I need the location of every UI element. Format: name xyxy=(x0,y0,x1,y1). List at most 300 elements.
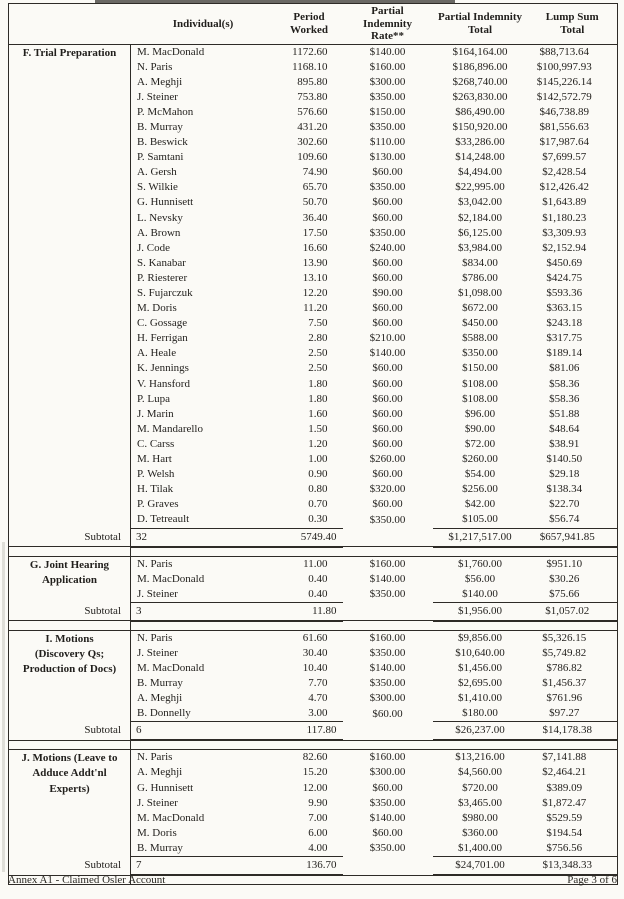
subtotal-count-cell: 6 xyxy=(131,722,276,741)
fee-cell-individual: M. Mandarello xyxy=(137,422,203,435)
fee-cell-period: 15.20 xyxy=(302,766,328,779)
subtotal-row xyxy=(9,602,618,621)
table-body xyxy=(9,44,618,885)
fee-cell-period: 1.20 xyxy=(308,437,328,450)
subtotal-lump-cell: $657,941.85 xyxy=(528,528,618,547)
fee-cell-individual: J. Steiner xyxy=(137,796,178,809)
fee-cell-individual: M. MacDonald xyxy=(137,661,205,674)
fee-cell-period: 10.40 xyxy=(302,661,328,674)
fee-cell-rate: $150.00 xyxy=(369,105,406,118)
fee-cell-lump: $194.54 xyxy=(546,826,583,839)
fee-cell-lump: $317.75 xyxy=(546,332,583,345)
fee-cell-total: $3,465.00 xyxy=(458,796,502,809)
fee-cell-rate: $60.00 xyxy=(372,392,403,405)
spacer-cell xyxy=(528,547,618,557)
fee-cell-individual: A. Meghji xyxy=(137,75,183,88)
fee-cell-period: 4.00 xyxy=(308,841,328,854)
fee-cell-total: $1,456.00 xyxy=(458,661,502,674)
fee-cell-individual: C. Gossage xyxy=(137,317,188,330)
fee-cell-individual: J. Steiner xyxy=(137,587,178,600)
fee-cell-lump: $56.74 xyxy=(549,513,580,526)
fee-cell-individual: M. MacDonald xyxy=(137,572,205,585)
fee-cell-rate: $350.00 xyxy=(369,646,406,659)
fee-cell-rate: $110.00 xyxy=(369,136,406,149)
fee-cell-rate: $140.00 xyxy=(369,661,406,674)
fee-cell-total: $256.00 xyxy=(462,483,498,496)
fee-cell-rate: $60.00 xyxy=(372,271,403,284)
fee-cell-total: $42.00 xyxy=(464,498,496,511)
fee-cell-rate: $60.00 xyxy=(372,256,403,269)
page-footer xyxy=(8,874,617,886)
fee-cell-rate: $60.00 xyxy=(372,317,403,330)
fee-cell-lump: $529.59 xyxy=(546,811,583,824)
spacer-cell xyxy=(528,621,618,631)
spacer-cell xyxy=(343,621,433,631)
section-label-line: J. Motions (Leave to xyxy=(21,752,118,765)
fee-cell-rate: $300.00 xyxy=(369,766,406,779)
fee-cell-total: $3,984.00 xyxy=(458,241,502,254)
footer-annex-label: Annex A1 - Claimed Osler Account xyxy=(8,874,166,886)
section-spacer xyxy=(9,621,618,631)
fee-cell-rate: $60.00 xyxy=(372,781,403,794)
partial-indemnity-rate-column-header: Partial Indemnity Rate** xyxy=(343,4,433,45)
fee-cell-individual: G. Hunnisett xyxy=(137,781,194,794)
fee-cell-period: 16.60 xyxy=(302,241,328,254)
spacer-cell xyxy=(528,740,618,750)
fee-cell-lump: $761.96 xyxy=(546,692,583,705)
fee-cell-period: 0.80 xyxy=(308,483,328,496)
fee-cell-rate: $160.00 xyxy=(369,60,406,73)
subtotal-row xyxy=(9,857,618,876)
fee-cell-total: $72.00 xyxy=(464,437,496,450)
subtotal-row xyxy=(9,722,618,741)
fee-cell-individual: B. Beswick xyxy=(137,136,188,149)
fee-cell-individual: A. Gersh xyxy=(137,166,177,179)
fee-cell-lump: $29.18 xyxy=(549,468,580,481)
fee-cell-rate: $140.00 xyxy=(369,572,406,585)
fee-cell-lump: $22.70 xyxy=(549,498,580,511)
spacer-cell xyxy=(433,740,528,750)
fee-cell-rate: $90.00 xyxy=(372,287,403,299)
section-label-line: Adduce Addt'nl xyxy=(32,767,107,780)
fee-cell-rate: $160.00 xyxy=(369,557,406,570)
section-spacer xyxy=(9,740,618,750)
fee-cell-period: 7.70 xyxy=(308,677,328,690)
fee-cell-total: $2,695.00 xyxy=(458,677,502,690)
fee-cell-total: $140.00 xyxy=(462,587,498,600)
subtotal-total-cell: $26,237.00 xyxy=(433,722,528,741)
section-label-line: Experts) xyxy=(49,782,90,795)
fee-cell-individual: N. Paris xyxy=(137,631,173,644)
fee-cell-lump: $81.06 xyxy=(549,362,580,375)
fee-cell-total: $834.00 xyxy=(462,256,498,269)
fee-cell-individual: C. Carss xyxy=(137,437,175,450)
fee-cell-rate: $350.00 xyxy=(369,120,406,133)
fee-cell-lump: $88,713.64 xyxy=(539,45,589,58)
fee-cell-individual: S. Fujarczuk xyxy=(137,287,193,299)
fee-cell-rate: $300.00 xyxy=(369,692,406,705)
fee-cell-rate: $60.00 xyxy=(372,166,403,179)
fee-cell-individual: A. Heale xyxy=(137,347,177,360)
fee-cell-rate: $350.00 xyxy=(369,90,406,103)
fee-cell-total: $588.00 xyxy=(462,332,498,345)
fee-cell-rate: $60.00 xyxy=(372,422,403,435)
subtotal-count-cell: 32 xyxy=(131,528,276,547)
fee-cell-total: $4,560.00 xyxy=(458,766,502,779)
fee-cell-total: $108.00 xyxy=(462,377,498,390)
section-label xyxy=(9,750,131,857)
fee-cell-rate: $350.00 xyxy=(369,181,406,194)
fee-cell-lump: $593.36 xyxy=(546,287,583,299)
table-row xyxy=(9,630,618,646)
fee-cell-period: 6.00 xyxy=(308,826,328,839)
fee-cell-rate: $60.00 xyxy=(372,377,403,390)
fee-cell-period: 0.90 xyxy=(308,468,328,481)
subtotal-total-cell: $24,701.00 xyxy=(433,857,528,876)
spacer-cell xyxy=(9,621,131,631)
fee-cell-rate: $350.00 xyxy=(369,842,406,855)
fee-cell-period: 11.20 xyxy=(303,302,328,315)
fee-cell-period: 1.80 xyxy=(308,392,328,405)
section-label-line: I. Motions xyxy=(45,632,94,645)
fee-cell-lump: $30.26 xyxy=(549,572,580,585)
fee-cell-lump: $1,872.47 xyxy=(542,796,587,809)
fee-cell-rate: $60.00 xyxy=(372,362,403,375)
spacer-cell xyxy=(276,740,343,750)
fee-cell-total: $180.00 xyxy=(462,707,498,720)
subtotal-rate-cell xyxy=(343,857,433,876)
fee-cell-lump: $145,226.14 xyxy=(536,75,592,88)
section-label-line: Application xyxy=(41,573,97,586)
fee-cell-period: 0.30 xyxy=(308,513,328,526)
fee-cell-lump: $3,309.93 xyxy=(542,226,587,239)
fee-cell-total: $450.00 xyxy=(462,317,498,330)
section-label xyxy=(9,44,131,528)
subtotal-lump-cell: $1,057.02 xyxy=(528,602,618,621)
spacer-cell xyxy=(131,621,276,631)
fee-cell-rate: $60.00 xyxy=(372,407,403,420)
fee-cell-individual: J. Marin xyxy=(137,407,174,420)
table-row xyxy=(9,44,618,60)
subtotal-rate-cell xyxy=(343,722,433,741)
fee-cell-total: $54.00 xyxy=(464,468,496,481)
fee-cell-individual: P. Welsh xyxy=(137,468,175,481)
fee-cell-rate: $140.00 xyxy=(369,45,406,58)
spacer-cell xyxy=(433,621,528,631)
spacer-cell xyxy=(131,740,276,750)
fee-cell-period: 82.60 xyxy=(302,751,328,764)
subtotal-label-cell: Subtotal xyxy=(9,857,131,876)
fee-cell-individual: H. Tilak xyxy=(137,483,174,496)
table-row xyxy=(9,556,618,572)
fee-cell-period: 1.50 xyxy=(308,422,328,435)
fee-cell-rate: $60.00 xyxy=(372,826,403,839)
fee-cell-individual: N. Paris xyxy=(137,60,173,73)
fee-cell-total: $186,896.00 xyxy=(452,60,508,73)
fee-cell-individual: H. Ferrigan xyxy=(137,332,188,345)
fee-cell-period: 61.60 xyxy=(302,631,328,644)
subtotal-total-cell: $1,956.00 xyxy=(433,602,528,621)
fee-cell-period: 36.40 xyxy=(302,211,328,224)
fee-cell-individual: B. Murray xyxy=(137,841,183,854)
fee-cell-individual: M. MacDonald xyxy=(137,45,205,58)
fee-cell-total: $6,125.00 xyxy=(458,226,502,239)
fee-cell-total: $56.00 xyxy=(464,572,496,585)
fee-cell-individual: B. Donnelly xyxy=(137,707,191,720)
fee-cell-period: 2.50 xyxy=(308,347,328,360)
fee-cell-total: $1,098.00 xyxy=(458,287,502,299)
subtotal-count-cell: 3 xyxy=(131,602,276,621)
table-header-row xyxy=(9,4,618,45)
fee-cell-total: $22,995.00 xyxy=(455,181,505,194)
fee-cell-individual: A. Brown xyxy=(137,226,181,239)
fee-cell-individual: A. Meghji xyxy=(137,766,183,779)
subtotal-lump-cell: $13,348.33 xyxy=(528,857,618,876)
fee-cell-total: $4,494.00 xyxy=(458,166,502,179)
partial-indemnity-total-column-header: Partial Indemnity Total xyxy=(433,4,528,45)
fee-cell-rate: $300.00 xyxy=(369,75,406,88)
fee-cell-total: $33,286.00 xyxy=(455,136,505,149)
fee-cell-total: $1,410.00 xyxy=(458,692,502,705)
fee-cell-total: $90.00 xyxy=(464,422,496,435)
fee-cell-lump: $424.75 xyxy=(546,271,583,284)
fee-cell-period: 13.10 xyxy=(302,271,328,284)
fee-cell-lump: $5,326.15 xyxy=(542,631,587,644)
fee-cell-rate: $60.00 xyxy=(372,707,403,720)
fee-cell-total: $980.00 xyxy=(462,811,498,824)
fee-cell-rate: $160.00 xyxy=(369,751,406,764)
fee-cell-period: 1.60 xyxy=(308,407,328,420)
fee-cell-period: 50.70 xyxy=(302,196,328,209)
fee-cell-individual: D. Tetreault xyxy=(137,513,190,526)
fee-cell-rate: $140.00 xyxy=(369,347,406,360)
fee-cell-total: $786.00 xyxy=(462,271,498,284)
fee-cell-total: $164,164.00 xyxy=(452,45,508,58)
subtotal-lump-cell: $14,178.38 xyxy=(528,722,618,741)
fee-cell-lump: $951.10 xyxy=(546,557,583,570)
spacer-cell xyxy=(433,547,528,557)
fee-cell-rate: $60.00 xyxy=(372,196,403,209)
fee-cell-individual: N. Paris xyxy=(137,557,173,570)
fee-cell-period: 2.50 xyxy=(308,362,328,375)
subtotal-period-cell: 11.80 xyxy=(276,602,343,621)
fee-cell-rate: $130.00 xyxy=(369,151,406,164)
section-column-header xyxy=(9,4,131,45)
fee-cell-period: 65.70 xyxy=(302,181,328,194)
fee-cell-total: $14,248.00 xyxy=(455,151,505,164)
spacer-cell xyxy=(343,547,433,557)
fee-cell-rate: $350.00 xyxy=(369,226,406,239)
fee-cell-lump: $756.56 xyxy=(546,841,583,854)
fee-cell-rate: $60.00 xyxy=(372,302,403,315)
subtotal-rate-cell xyxy=(343,528,433,547)
fee-cell-period: 895.80 xyxy=(297,75,328,88)
fee-cell-lump: $5,749.82 xyxy=(542,646,587,659)
fee-cell-rate: $140.00 xyxy=(369,811,406,824)
fee-cell-individual: G. Hunnisett xyxy=(137,196,194,209)
fee-cell-rate: $210.00 xyxy=(369,332,406,345)
fee-cell-lump: $786.82 xyxy=(546,661,583,674)
subtotal-total-cell: $1,217,517.00 xyxy=(433,528,528,547)
fee-cell-period: 9.90 xyxy=(308,796,328,809)
fee-cell-total: $263,830.00 xyxy=(452,90,508,103)
fee-cell-period: 3.00 xyxy=(308,707,328,720)
fee-cell-total: $350.00 xyxy=(462,347,498,360)
fee-cell-rate: $60.00 xyxy=(372,437,403,450)
fee-cell-individual: S. Wilkie xyxy=(137,181,178,194)
section-label-line: (Discovery Qs; xyxy=(34,647,105,660)
subtotal-period-cell: 5749.40 xyxy=(276,528,343,547)
fee-cell-lump: $81,556.63 xyxy=(539,120,589,133)
fee-cell-individual: P. Lupa xyxy=(137,392,170,405)
fee-cell-total: $96.00 xyxy=(464,407,496,420)
fee-cell-individual: A. Meghji xyxy=(137,692,183,705)
fee-cell-period: 2.80 xyxy=(308,332,328,345)
fee-cell-total: $150.00 xyxy=(462,362,498,375)
fee-cell-lump: $46,738.89 xyxy=(539,105,589,118)
fee-cell-lump: $48.64 xyxy=(549,422,580,435)
fee-cell-total: $150,920.00 xyxy=(452,120,508,133)
fee-cell-period: 0.40 xyxy=(308,587,328,600)
fee-cell-individual: M. MacDonald xyxy=(137,811,205,824)
period-worked-column-header: Period Worked xyxy=(276,4,343,45)
fee-cell-period: 74.90 xyxy=(302,166,328,179)
spacer-cell xyxy=(9,740,131,750)
spacer-cell xyxy=(131,547,276,557)
fee-cell-period: 1168.10 xyxy=(292,60,328,73)
fee-cell-total: $105.00 xyxy=(462,513,498,526)
section-label-line: Production of Docs) xyxy=(22,662,117,675)
subtotal-rate-cell xyxy=(343,602,433,621)
fee-cell-lump: $189.14 xyxy=(546,347,583,360)
fee-cell-lump: $7,141.88 xyxy=(542,751,587,764)
fee-cell-individual: J. Steiner xyxy=(137,646,178,659)
fee-cell-individual: P. Graves xyxy=(137,498,179,511)
fee-cell-lump: $1,180.23 xyxy=(542,211,587,224)
fee-cell-total: $2,184.00 xyxy=(458,211,502,224)
fee-cell-rate: $260.00 xyxy=(369,453,406,466)
fee-cell-rate: $350.00 xyxy=(369,513,406,526)
fee-cell-rate: $60.00 xyxy=(372,498,403,511)
fee-cell-lump: $363.15 xyxy=(546,302,583,315)
fee-cell-lump: $138.34 xyxy=(546,483,583,496)
lump-sum-total-column-header: Lump Sum Total xyxy=(528,4,618,45)
fee-cell-period: 1.80 xyxy=(308,377,328,390)
subtotal-label-cell: Subtotal xyxy=(9,528,131,547)
fee-cell-individual: N. Paris xyxy=(137,751,173,764)
fee-cell-period: 11.00 xyxy=(303,557,328,570)
fee-cell-period: 12.20 xyxy=(302,287,328,299)
subtotal-period-cell: 136.70 xyxy=(276,857,343,876)
fee-cell-period: 302.60 xyxy=(297,136,328,149)
fee-cell-total: $86,490.00 xyxy=(455,105,505,118)
fee-cell-total: $1,400.00 xyxy=(458,841,502,854)
scan-shadow xyxy=(2,542,5,872)
fee-cell-individual: M. Doris xyxy=(137,826,177,839)
fee-cell-rate: $320.00 xyxy=(369,483,406,496)
fee-cell-rate: $60.00 xyxy=(372,211,403,224)
spacer-cell xyxy=(276,547,343,557)
fee-cell-individual: M. Doris xyxy=(137,302,177,315)
fee-cell-total: $13,216.00 xyxy=(455,751,505,764)
fee-cell-individual: P. Riesterer xyxy=(137,271,188,284)
subtotal-label-cell: Subtotal xyxy=(9,722,131,741)
fee-cell-individual: K. Jennings xyxy=(137,362,189,375)
fee-cell-period: 1172.60 xyxy=(292,45,328,58)
fee-cell-individual: S. Kanabar xyxy=(137,256,186,269)
fee-cell-period: 13.90 xyxy=(302,256,328,269)
fee-cell-total: $10,640.00 xyxy=(455,646,505,659)
spacer-cell xyxy=(276,621,343,631)
fee-cell-individual: P. Samtani xyxy=(137,151,184,164)
fee-cell-period: 7.50 xyxy=(308,317,328,330)
fee-cell-period: 1.00 xyxy=(308,453,328,466)
fee-cell-lump: $7,699.57 xyxy=(542,151,587,164)
fee-cell-period: 30.40 xyxy=(302,646,328,659)
table-row xyxy=(9,750,618,766)
fee-cell-period: 7.00 xyxy=(308,811,328,824)
fee-cell-lump: $2,464.21 xyxy=(542,766,587,779)
fee-cell-lump: $12,426.42 xyxy=(539,181,589,194)
claimed-fees-table xyxy=(8,3,618,885)
fee-cell-rate: $350.00 xyxy=(369,796,406,809)
section-label-line: G. Joint Hearing xyxy=(29,558,110,571)
fee-cell-total: $672.00 xyxy=(462,302,498,315)
subtotal-period-cell: 117.80 xyxy=(276,722,343,741)
fee-cell-period: 0.70 xyxy=(308,498,328,511)
spacer-cell xyxy=(343,740,433,750)
fee-cell-lump: $97.27 xyxy=(549,707,580,720)
fee-cell-total: $360.00 xyxy=(462,826,498,839)
section-spacer xyxy=(9,547,618,557)
fee-cell-individual: B. Murray xyxy=(137,677,183,690)
fee-cell-rate: $350.00 xyxy=(369,587,406,600)
fee-cell-individual: B. Murray xyxy=(137,120,183,133)
subtotal-count-cell: 7 xyxy=(131,857,276,876)
fee-cell-lump: $51.88 xyxy=(549,407,580,420)
fee-cell-lump: $75.66 xyxy=(549,587,580,600)
fee-cell-period: 431.20 xyxy=(297,120,328,133)
fee-cell-period: 4.70 xyxy=(308,692,328,705)
fee-cell-lump: $17,987.64 xyxy=(539,136,589,149)
fee-cell-period: 17.50 xyxy=(302,226,328,239)
fee-cell-individual: V. Hansford xyxy=(137,377,190,390)
fee-cell-total: $1,760.00 xyxy=(458,557,502,570)
fee-cell-individual: P. McMahon xyxy=(137,105,194,118)
fee-cell-lump: $2,152.94 xyxy=(542,241,587,254)
fee-cell-period: 0.40 xyxy=(308,572,328,585)
fee-cell-lump: $243.18 xyxy=(546,317,583,330)
fee-cell-rate: $60.00 xyxy=(372,468,403,481)
spacer-cell xyxy=(9,547,131,557)
fee-cell-total: $268,740.00 xyxy=(452,75,508,88)
fee-cell-lump: $142,572.79 xyxy=(536,90,592,103)
fee-cell-lump: $2,428.54 xyxy=(542,166,587,179)
fee-cell-rate: $160.00 xyxy=(369,631,406,644)
fee-cell-lump: $1,456.37 xyxy=(542,677,587,690)
fee-cell-period: 753.80 xyxy=(297,90,328,103)
fee-cell-lump: $450.69 xyxy=(546,256,583,269)
fee-cell-total: $9,856.00 xyxy=(458,631,502,644)
fee-cell-lump: $140.50 xyxy=(546,453,583,466)
section-label xyxy=(9,556,131,602)
fee-cell-total: $108.00 xyxy=(462,392,498,405)
footer-page-number: Page 3 of 6 xyxy=(567,874,617,886)
fee-cell-total: $3,042.00 xyxy=(458,196,502,209)
fee-cell-individual: M. Hart xyxy=(137,453,172,466)
fee-cell-lump: $100,997.93 xyxy=(536,60,592,73)
fee-cell-period: 12.00 xyxy=(302,781,328,794)
